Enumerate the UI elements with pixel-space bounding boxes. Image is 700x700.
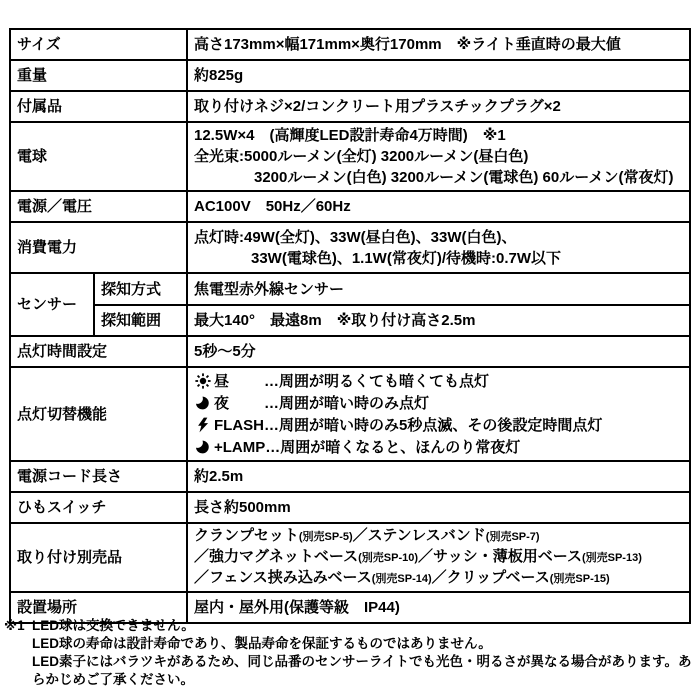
size-label: サイズ	[10, 29, 187, 60]
pull-switch-label: ひもスイッチ	[10, 492, 187, 523]
consumption-line1: 点灯時:49W(全灯)、33W(昼白色)、33W(白色)、	[194, 228, 517, 246]
duration-label: 点灯時間設定	[10, 336, 187, 367]
table-row-accessories	[10, 91, 690, 122]
optional-mounts-value	[187, 523, 690, 592]
bulb-value	[187, 122, 690, 191]
mode-item	[194, 370, 685, 392]
mount-option-name: クランプセット	[194, 527, 299, 544]
power-voltage-label: 電源／電圧	[10, 191, 187, 222]
table-row-size	[10, 29, 690, 60]
mode-name: 昼	[214, 372, 230, 390]
sensor-method-value: 焦電型赤外線センサー	[187, 273, 690, 305]
moon-icon	[194, 439, 211, 455]
mount-option-line	[194, 568, 685, 589]
size-value: 高さ173mm×幅171mm×奥行170mm ※ライト垂直時の最大値	[187, 29, 690, 60]
sensor-range-label: 探知範囲	[94, 305, 187, 336]
sensor-range-value: 最大140° 最遠8m ※取り付け高さ2.5m	[187, 305, 690, 336]
sun-icon	[194, 373, 211, 389]
table-row-modes	[10, 367, 690, 461]
footnotes	[4, 617, 694, 689]
footnote-text-1: LED球は交換できません。	[32, 618, 195, 633]
bulb-line3: 3200ルーメン(白色) 3200ルーメン(電球色) 60ルーメン(常夜灯)	[254, 169, 674, 186]
mode-description: …周囲が暗い時のみ5秒点滅、その後設定時間点灯	[264, 416, 603, 434]
consumption-label: 消費電力	[10, 222, 187, 273]
consumption-line2: 33W(電球色)、1.1W(常夜灯)/待機時:0.7W以下	[251, 249, 562, 267]
table-row-power-voltage	[10, 191, 690, 222]
power-voltage-value: AC100V 50Hz／60Hz	[187, 191, 690, 222]
mode-item	[194, 392, 685, 414]
mount-option-code: (別売SP-5)	[298, 531, 353, 543]
mount-option-line	[194, 526, 685, 547]
accessories-label: 付属品	[10, 91, 187, 122]
moon-icon	[194, 395, 211, 411]
mount-option-name: ／サッシ・薄板用ベース	[418, 548, 582, 565]
mount-option-code: (別売SP-10)	[358, 552, 419, 564]
bulb-label: 電球	[10, 122, 187, 191]
cord-length-value: 約2.5m	[187, 461, 690, 492]
mode-name: +LAMP	[214, 438, 266, 456]
mode-description: …周囲が暗い時のみ点灯	[264, 394, 430, 412]
table-row-cord-length	[10, 461, 690, 492]
footnote-marker: ※1	[4, 618, 25, 633]
cord-length-label: 電源コード長さ	[10, 461, 187, 492]
mount-option-code: (別売SP-15)	[549, 573, 610, 585]
pull-switch-value: 長さ約500mm	[187, 492, 690, 523]
mode-item	[194, 436, 685, 458]
table-row-duration	[10, 336, 690, 367]
flash-icon	[194, 417, 211, 433]
mount-option-code: (別売SP-13)	[581, 552, 642, 564]
footnote-line-1	[4, 617, 694, 635]
sensor-method-label: 探知方式	[94, 273, 187, 305]
mount-option-name: ／強力マグネットベース	[194, 548, 359, 565]
accessories-value: 取り付けネジ×2/コンクリート用プラスチックプラグ×2	[187, 91, 690, 122]
footnote-line-2: LED球の寿命は設計寿命であり、製品寿命を保証するものではありません。	[32, 636, 492, 651]
location-label: 設置場所	[10, 592, 187, 623]
sensor-label: センサー	[10, 273, 94, 336]
mode-name: FLASH	[214, 416, 264, 434]
mode-item	[194, 414, 685, 436]
bulb-line2: 全光束:5000ルーメン(全灯) 3200ルーメン(昼白色)	[194, 148, 529, 165]
weight-value: 約825g	[187, 60, 690, 91]
consumption-value	[187, 222, 690, 273]
mount-option-code: (別売SP-7)	[485, 531, 540, 543]
table-row-consumption	[10, 222, 690, 273]
mount-option-name: ／クリップベース	[431, 569, 550, 586]
optional-mounts-label: 取り付け別売品	[10, 523, 187, 592]
table-row-pull-switch	[10, 492, 690, 523]
mount-option-line	[194, 547, 685, 568]
table-row-optional-mounts	[10, 523, 690, 592]
mount-option-name: ／フェンス挟み込みベース	[194, 569, 372, 586]
modes-value	[187, 367, 690, 461]
footnote-line-3: LED素子にはバラツキがあるため、同じ品番のセンサーライトでも光色・明るさが異なる場合があります。あらかじめご了承ください。	[32, 654, 692, 687]
weight-label: 重量	[10, 60, 187, 91]
location-value: 屋内・屋外用(保護等級 IP44)	[187, 592, 690, 623]
spec-table	[9, 28, 691, 624]
mode-description: …周囲が明るくても暗くても点灯	[264, 372, 490, 390]
table-row-sensor-range	[10, 305, 690, 336]
table-row-weight	[10, 60, 690, 91]
table-row-sensor-method	[10, 273, 690, 305]
mode-description: …周囲が暗くなると、ほんのり常夜灯	[265, 438, 521, 456]
bulb-line1: 12.5W×4 (高輝度LED設計寿命4万時間) ※1	[194, 127, 506, 144]
table-row-bulb	[10, 122, 690, 191]
mode-name: 夜	[214, 394, 230, 412]
mount-option-name: ／ステンレスバンド	[352, 527, 486, 544]
duration-value: 5秒～5分	[187, 336, 690, 367]
modes-label: 点灯切替機能	[10, 367, 187, 461]
mount-option-code: (別売SP-14)	[371, 573, 432, 585]
